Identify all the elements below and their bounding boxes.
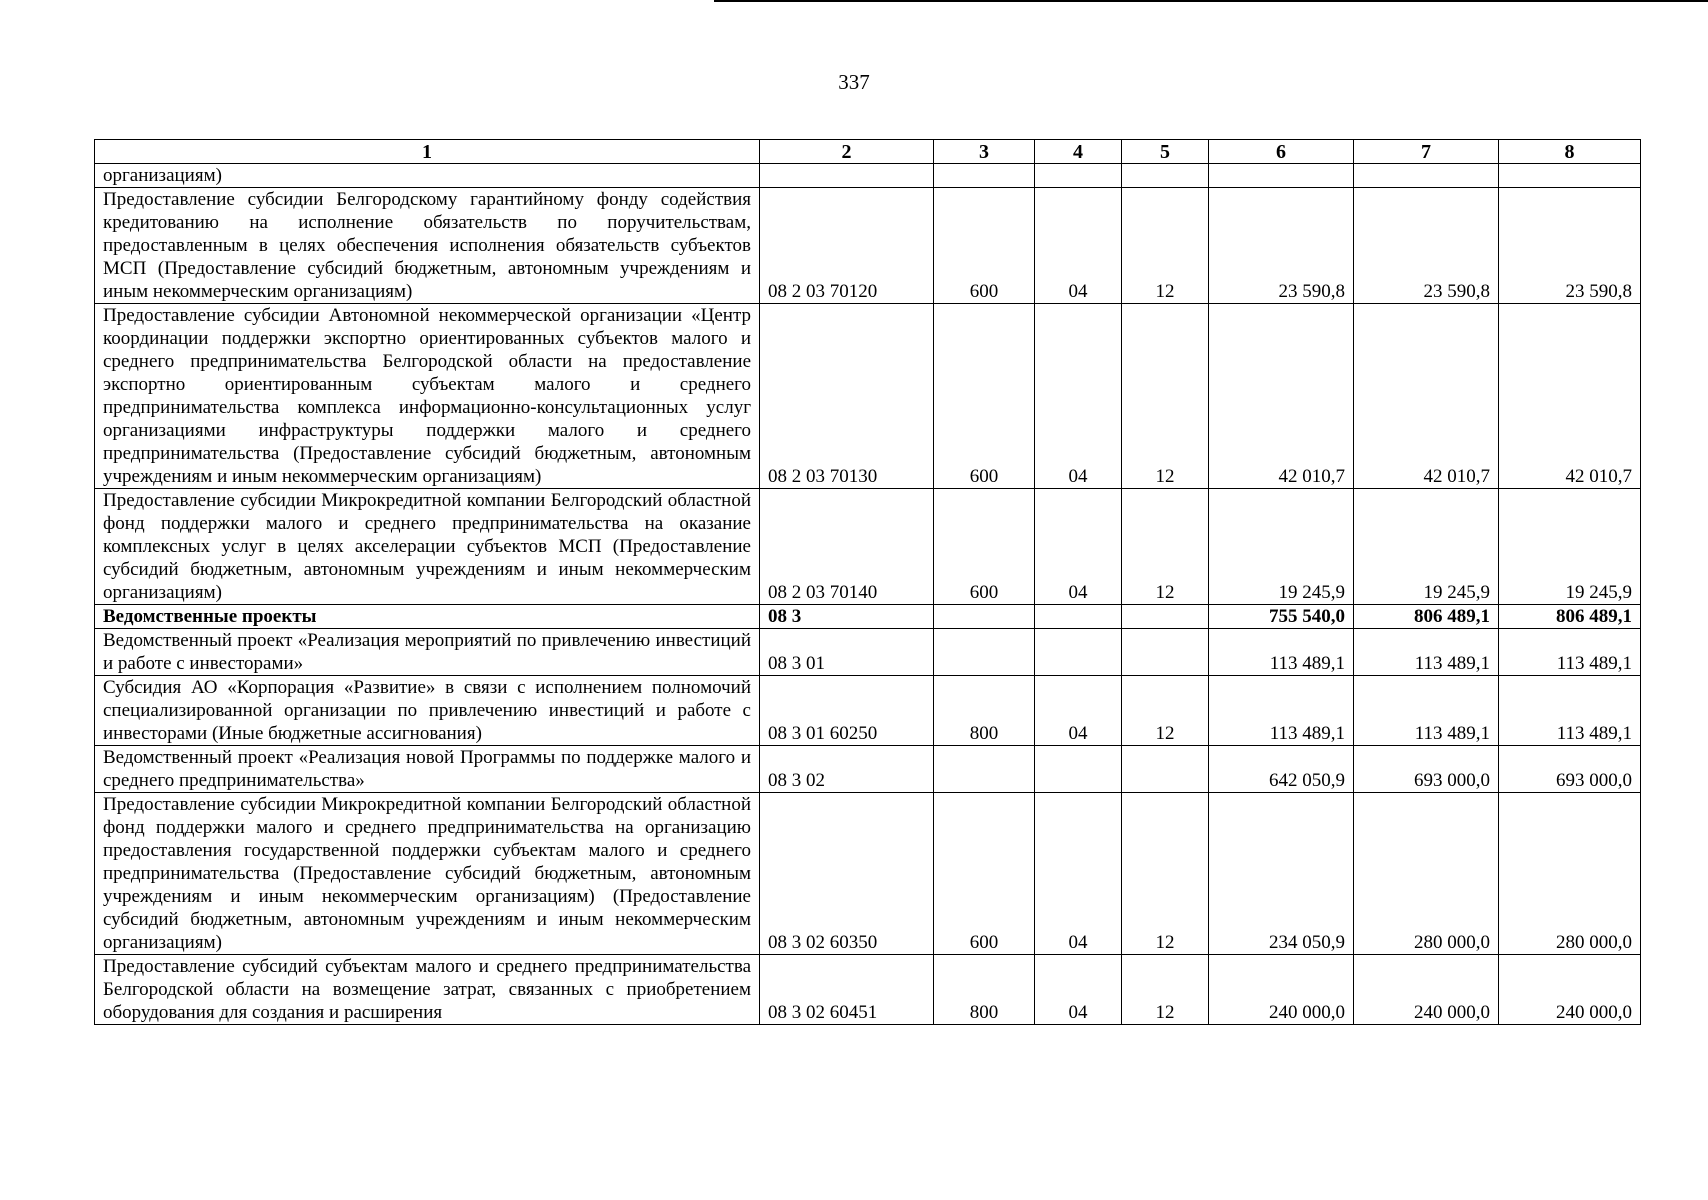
column-header: 7 (1354, 140, 1499, 164)
row-subsection (1122, 629, 1209, 676)
row-description: Предоставление субсидии Микрокредитной компании Белгородский областной фонд поддержки малого и среднего предпринимательства на оказание комплексных услуг в целях акселерации субъектов МСП (Предоставление субсидий бюджетным, автономным учреждениям и иным некоммерческим организациям) (95, 489, 760, 605)
row-subsection (1122, 605, 1209, 629)
row-expense-type: 600 (934, 188, 1035, 304)
column-header: 3 (934, 140, 1035, 164)
row-value-col6 (1209, 164, 1354, 188)
row-value-col7: 19 245,9 (1354, 489, 1499, 605)
row-subsection (1122, 164, 1209, 188)
row-subsection (1122, 746, 1209, 793)
row-value-col7: 113 489,1 (1354, 676, 1499, 746)
table-row (95, 489, 1641, 605)
row-description: Предоставление субсидии Микрокредитной компании Белгородский областной фонд поддержки малого и среднего предпринимательства на организацию предоставления государственной поддержки субъектам малого и среднего предпринимательства (Предоставление субсидий бюджетным, автономным учреждениям и иным некоммерческим организациям) (Предоставление субсидий бюджетным, автономным учреждениям и иным некоммерческим организациям) (95, 793, 760, 955)
table-row (95, 605, 1641, 629)
row-value-col8: 113 489,1 (1499, 629, 1641, 676)
row-subsection: 12 (1122, 955, 1209, 1025)
row-expense-type (934, 164, 1035, 188)
row-value-col7: 113 489,1 (1354, 629, 1499, 676)
row-value-col7: 23 590,8 (1354, 188, 1499, 304)
row-expense-type: 800 (934, 955, 1035, 1025)
row-description: Субсидия АО «Корпорация «Развитие» в связи с исполнением полномочий специализированной организации по привлечению инвестиций и работе с инвесторами (Иные бюджетные ассигнования) (95, 676, 760, 746)
row-value-col8: 19 245,9 (1499, 489, 1641, 605)
column-header: 4 (1035, 140, 1122, 164)
row-code: 08 2 03 70140 (760, 489, 934, 605)
row-section: 04 (1035, 188, 1122, 304)
table-row (95, 955, 1641, 1025)
column-header: 5 (1122, 140, 1209, 164)
row-subsection: 12 (1122, 304, 1209, 489)
table-row (95, 793, 1641, 955)
row-value-col7: 806 489,1 (1354, 605, 1499, 629)
row-value-col7: 693 000,0 (1354, 746, 1499, 793)
row-value-col8: 693 000,0 (1499, 746, 1641, 793)
row-value-col6: 755 540,0 (1209, 605, 1354, 629)
row-section: 04 (1035, 955, 1122, 1025)
row-description: Ведомственный проект «Реализация новой Программы по поддержке малого и среднего предпринимательства» (95, 746, 760, 793)
row-value-col8: 240 000,0 (1499, 955, 1641, 1025)
row-section: 04 (1035, 676, 1122, 746)
page-number: 337 (838, 70, 870, 94)
row-value-col8: 23 590,8 (1499, 188, 1641, 304)
row-description: Ведомственные проекты (95, 605, 760, 629)
row-value-col7 (1354, 164, 1499, 188)
row-section: 04 (1035, 304, 1122, 489)
row-description: Предоставление субсидии Белгородскому гарантийному фонду содействия кредитованию на исполнение обязательств по поручительствам, предоставленным в целях обеспечения исполнения обязательств субъектов МСП (Предоставление субсидий бюджетным, автономным учреждениям и иным некоммерческим организациям) (95, 188, 760, 304)
row-value-col6: 113 489,1 (1209, 629, 1354, 676)
column-header: 6 (1209, 140, 1354, 164)
row-code: 08 3 01 (760, 629, 934, 676)
row-expense-type: 600 (934, 489, 1035, 605)
row-code: 08 3 02 (760, 746, 934, 793)
row-section (1035, 605, 1122, 629)
row-section: 04 (1035, 793, 1122, 955)
table-row (95, 676, 1641, 746)
top-rule (714, 0, 1708, 2)
row-value-col7: 42 010,7 (1354, 304, 1499, 489)
row-code: 08 3 01 60250 (760, 676, 934, 746)
row-value-col6: 642 050,9 (1209, 746, 1354, 793)
row-value-col6: 23 590,8 (1209, 188, 1354, 304)
row-expense-type: 800 (934, 676, 1035, 746)
column-header: 8 (1499, 140, 1641, 164)
row-section (1035, 629, 1122, 676)
row-code (760, 164, 934, 188)
row-expense-type: 600 (934, 304, 1035, 489)
row-value-col6: 42 010,7 (1209, 304, 1354, 489)
table-row (95, 629, 1641, 676)
row-value-col8: 280 000,0 (1499, 793, 1641, 955)
row-subsection: 12 (1122, 793, 1209, 955)
row-description: Предоставление субсидий субъектам малого и среднего предпринимательства Белгородской области на возмещение затрат, связанных с приобретением оборудования для создания и расширения (95, 955, 760, 1025)
row-description: Предоставление субсидии Автономной некоммерческой организации «Центр координации поддержки экспортно ориентированных субъектов малого и среднего предпринимательства Белгородской области на предоставление экспортно ориентированным субъектам малого и среднего предпринимательства комплекса информационно-консультационных услуг организациями инфраструктуры поддержки малого и среднего предпринимательства (Предоставление субсидий бюджетным, автономным учреждениям и иным некоммерческим организациям) (95, 304, 760, 489)
row-code: 08 2 03 70120 (760, 188, 934, 304)
row-section (1035, 164, 1122, 188)
row-value-col7: 240 000,0 (1354, 955, 1499, 1025)
row-expense-type (934, 629, 1035, 676)
table-row (95, 188, 1641, 304)
row-section: 04 (1035, 489, 1122, 605)
row-description: организациям) (95, 164, 760, 188)
budget-table (94, 139, 1641, 1025)
row-value-col8: 806 489,1 (1499, 605, 1641, 629)
row-expense-type (934, 605, 1035, 629)
row-code: 08 3 02 60350 (760, 793, 934, 955)
row-description: Ведомственный проект «Реализация мероприятий по привлечению инвестиций и работе с инвесторами» (95, 629, 760, 676)
header-row (95, 140, 1641, 164)
row-expense-type (934, 746, 1035, 793)
table-row (95, 304, 1641, 489)
row-value-col6: 19 245,9 (1209, 489, 1354, 605)
row-value-col6: 234 050,9 (1209, 793, 1354, 955)
row-value-col8: 42 010,7 (1499, 304, 1641, 489)
row-subsection: 12 (1122, 676, 1209, 746)
row-subsection: 12 (1122, 188, 1209, 304)
row-value-col7: 280 000,0 (1354, 793, 1499, 955)
row-value-col6: 240 000,0 (1209, 955, 1354, 1025)
row-code: 08 3 02 60451 (760, 955, 934, 1025)
row-subsection: 12 (1122, 489, 1209, 605)
row-code: 08 3 (760, 605, 934, 629)
row-expense-type: 600 (934, 793, 1035, 955)
table-row (95, 746, 1641, 793)
row-section (1035, 746, 1122, 793)
column-header: 1 (95, 140, 760, 164)
row-value-col8: 113 489,1 (1499, 676, 1641, 746)
row-value-col8 (1499, 164, 1641, 188)
row-value-col6: 113 489,1 (1209, 676, 1354, 746)
row-code: 08 2 03 70130 (760, 304, 934, 489)
column-header: 2 (760, 140, 934, 164)
table-row (95, 164, 1641, 188)
